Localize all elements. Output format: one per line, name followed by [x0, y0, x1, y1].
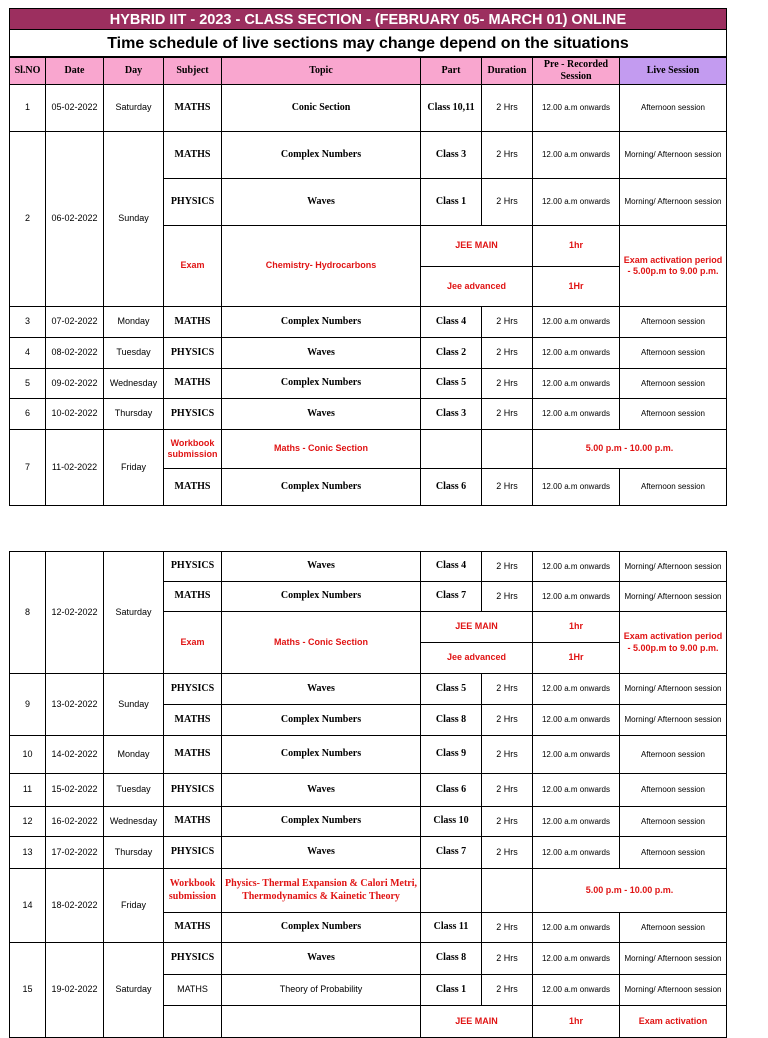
cell-day: Tuesday — [104, 338, 164, 369]
cell-live: Afternoon session — [620, 807, 727, 837]
cell-live: Morning/ Afternoon session — [620, 674, 727, 705]
cell-date: 12-02-2022 — [46, 551, 104, 674]
cell-topic: Maths - Conic Section — [222, 430, 421, 469]
cell-date: 14-02-2022 — [46, 736, 104, 774]
cell-live: Morning/ Afternoon session — [620, 705, 727, 736]
cell-slno: 9 — [9, 674, 46, 736]
cell-duration — [482, 430, 533, 469]
cell-part: Class 8 — [421, 705, 482, 736]
cell-prerecorded: 12.00 a.m onwards — [533, 399, 620, 430]
cell-part — [421, 869, 482, 913]
cell-part: Class 6 — [421, 469, 482, 506]
cell-live: Afternoon session — [620, 399, 727, 430]
cell-subject: PHYSICS — [164, 551, 222, 582]
cell-duration: 2 Hrs — [482, 179, 533, 226]
cell-prerecorded: 1hr — [533, 612, 620, 643]
cell-part: Class 10 — [421, 807, 482, 837]
cell-prerecorded: 12.00 a.m onwards — [533, 774, 620, 807]
cell-subject: PHYSICS — [164, 774, 222, 807]
cell-duration: 2 Hrs — [482, 943, 533, 975]
cell-day: Friday — [104, 869, 164, 943]
cell-slno: 12 — [9, 807, 46, 837]
cell-prerecorded: 12.00 a.m onwards — [533, 736, 620, 774]
cell-topic: Waves — [222, 774, 421, 807]
cell-subject: MATHS — [164, 807, 222, 837]
cell-subject: PHYSICS — [164, 837, 222, 869]
cell-topic: Complex Numbers — [222, 132, 421, 179]
cell-duration: 2 Hrs — [482, 551, 533, 582]
cell-part: Jee advanced — [421, 643, 533, 674]
cell-prerecorded: 12.00 a.m onwards — [533, 837, 620, 869]
cell-prerecorded: 12.00 a.m onwards — [533, 369, 620, 399]
cell-part: Class 9 — [421, 736, 482, 774]
cell-date: 17-02-2022 — [46, 837, 104, 869]
page-title: HYBRID IIT - 2023 - CLASS SECTION - (FEBRUARY 05- MARCH 01) ONLINE — [9, 8, 727, 30]
header-prerecorded: Pre - Recorded Session — [533, 57, 620, 85]
cell-topic: Complex Numbers — [222, 582, 421, 612]
cell-subject: MATHS — [164, 736, 222, 774]
cell-date: 06-02-2022 — [46, 132, 104, 307]
cell-part: JEE MAIN — [421, 612, 533, 643]
header-part: Part — [421, 57, 482, 85]
cell-live: Afternoon session — [620, 469, 727, 506]
cell-duration: 2 Hrs — [482, 307, 533, 338]
cell-date: 13-02-2022 — [46, 674, 104, 736]
cell-subject: MATHS — [164, 469, 222, 506]
cell-prerecorded: 5.00 p.m - 10.00 p.m. — [533, 869, 727, 913]
cell-topic: Complex Numbers — [222, 736, 421, 774]
cell-duration: 2 Hrs — [482, 399, 533, 430]
cell-part: Class 7 — [421, 582, 482, 612]
cell-slno: 3 — [9, 307, 46, 338]
cell-subject: PHYSICS — [164, 179, 222, 226]
cell-prerecorded: 5.00 p.m - 10.00 p.m. — [533, 430, 727, 469]
header-slno: Sl.NO — [9, 57, 46, 85]
cell-duration: 2 Hrs — [482, 338, 533, 369]
cell-live: Exam activation period - 5.00p.m to 9.00 p.m. — [620, 226, 727, 307]
cell-subject: Exam — [164, 226, 222, 307]
cell-topic: Complex Numbers — [222, 705, 421, 736]
cell-live: Exam activation — [620, 1006, 727, 1038]
cell-day: Saturday — [104, 551, 164, 674]
cell-topic: Complex Numbers — [222, 807, 421, 837]
cell-part: JEE MAIN — [421, 226, 533, 267]
cell-live: Morning/ Afternoon session — [620, 943, 727, 975]
cell-duration — [482, 869, 533, 913]
cell-subject: Workbook submission — [164, 869, 222, 913]
cell-prerecorded: 12.00 a.m onwards — [533, 705, 620, 736]
cell-topic: Maths - Conic Section — [222, 612, 421, 674]
cell-part: Class 11 — [421, 913, 482, 943]
cell-slno: 6 — [9, 399, 46, 430]
cell-prerecorded: 12.00 a.m onwards — [533, 132, 620, 179]
cell-subject: Workbook submission — [164, 430, 222, 469]
cell-slno: 2 — [9, 132, 46, 307]
cell-slno: 14 — [9, 869, 46, 943]
cell-date: 16-02-2022 — [46, 807, 104, 837]
cell-part: Class 6 — [421, 774, 482, 807]
cell-subject: MATHS — [164, 975, 222, 1006]
cell-slno: 8 — [9, 551, 46, 674]
cell-duration: 2 Hrs — [482, 582, 533, 612]
cell-date: 11-02-2022 — [46, 430, 104, 506]
header-date: Date — [46, 57, 104, 85]
cell-live: Morning/ Afternoon session — [620, 551, 727, 582]
cell-subject: PHYSICS — [164, 399, 222, 430]
cell-day: Wednesday — [104, 807, 164, 837]
cell-topic: Physics- Thermal Expansion & Calori Metri, Thermodynamics & Kainetic Theory — [222, 869, 421, 913]
cell-slno: 5 — [9, 369, 46, 399]
cell-part: JEE MAIN — [421, 1006, 533, 1038]
cell-prerecorded: 12.00 a.m onwards — [533, 469, 620, 506]
cell-prerecorded: 12.00 a.m onwards — [533, 913, 620, 943]
cell-duration: 2 Hrs — [482, 774, 533, 807]
cell-day: Sunday — [104, 674, 164, 736]
cell-slno: 1 — [9, 85, 46, 132]
header-day: Day — [104, 57, 164, 85]
cell-day: Thursday — [104, 837, 164, 869]
cell-day: Thursday — [104, 399, 164, 430]
cell-subject: MATHS — [164, 132, 222, 179]
cell-prerecorded: 1Hr — [533, 643, 620, 674]
cell-topic — [222, 1006, 421, 1038]
cell-part: Class 10,11 — [421, 85, 482, 132]
cell-part: Class 4 — [421, 551, 482, 582]
header-duration: Duration — [482, 57, 533, 85]
cell-topic: Chemistry- Hydrocarbons — [222, 226, 421, 307]
cell-subject: MATHS — [164, 307, 222, 338]
header-topic: Topic — [222, 57, 421, 85]
cell-subject: MATHS — [164, 369, 222, 399]
cell-date: 07-02-2022 — [46, 307, 104, 338]
cell-live: Afternoon session — [620, 307, 727, 338]
cell-live: Morning/ Afternoon session — [620, 975, 727, 1006]
cell-part — [421, 430, 482, 469]
cell-part: Class 5 — [421, 674, 482, 705]
cell-topic: Complex Numbers — [222, 369, 421, 399]
cell-duration: 2 Hrs — [482, 913, 533, 943]
cell-topic: Waves — [222, 674, 421, 705]
cell-slno: 4 — [9, 338, 46, 369]
cell-duration: 2 Hrs — [482, 975, 533, 1006]
cell-prerecorded: 12.00 a.m onwards — [533, 179, 620, 226]
cell-live: Morning/ Afternoon session — [620, 179, 727, 226]
cell-topic: Waves — [222, 943, 421, 975]
cell-slno: 7 — [9, 430, 46, 506]
cell-date: 05-02-2022 — [46, 85, 104, 132]
cell-prerecorded: 12.00 a.m onwards — [533, 674, 620, 705]
cell-subject: PHYSICS — [164, 674, 222, 705]
cell-prerecorded: 12.00 a.m onwards — [533, 582, 620, 612]
cell-prerecorded: 12.00 a.m onwards — [533, 975, 620, 1006]
cell-day: Sunday — [104, 132, 164, 307]
cell-day: Tuesday — [104, 774, 164, 807]
cell-duration: 2 Hrs — [482, 85, 533, 132]
cell-part: Class 8 — [421, 943, 482, 975]
cell-part: Jee advanced — [421, 267, 533, 307]
cell-prerecorded: 12.00 a.m onwards — [533, 551, 620, 582]
cell-subject: PHYSICS — [164, 338, 222, 369]
cell-topic: Waves — [222, 179, 421, 226]
cell-part: Class 3 — [421, 399, 482, 430]
cell-topic: Theory of Probability — [222, 975, 421, 1006]
cell-day: Wednesday — [104, 369, 164, 399]
cell-duration: 2 Hrs — [482, 369, 533, 399]
cell-day: Friday — [104, 430, 164, 506]
cell-date: 15-02-2022 — [46, 774, 104, 807]
cell-subject: Exam — [164, 612, 222, 674]
cell-day: Saturday — [104, 943, 164, 1038]
cell-part: Class 1 — [421, 179, 482, 226]
cell-live: Morning/ Afternoon session — [620, 582, 727, 612]
cell-prerecorded: 12.00 a.m onwards — [533, 943, 620, 975]
cell-duration: 2 Hrs — [482, 705, 533, 736]
cell-prerecorded: 12.00 a.m onwards — [533, 807, 620, 837]
cell-live: Afternoon session — [620, 338, 727, 369]
cell-part: Class 3 — [421, 132, 482, 179]
cell-prerecorded: 12.00 a.m onwards — [533, 307, 620, 338]
cell-topic: Conic Section — [222, 85, 421, 132]
cell-subject — [164, 1006, 222, 1038]
cell-prerecorded: 1hr — [533, 1006, 620, 1038]
cell-slno: 11 — [9, 774, 46, 807]
cell-live: Exam activation period - 5.00p.m to 9.00 p.m. — [620, 612, 727, 674]
cell-date: 09-02-2022 — [46, 369, 104, 399]
cell-day: Monday — [104, 307, 164, 338]
cell-prerecorded: 1hr — [533, 226, 620, 267]
cell-duration: 2 Hrs — [482, 736, 533, 774]
cell-prerecorded: 12.00 a.m onwards — [533, 338, 620, 369]
cell-part: Class 2 — [421, 338, 482, 369]
cell-live: Afternoon session — [620, 837, 727, 869]
cell-topic: Complex Numbers — [222, 913, 421, 943]
cell-date: 10-02-2022 — [46, 399, 104, 430]
cell-part: Class 7 — [421, 837, 482, 869]
cell-date: 19-02-2022 — [46, 943, 104, 1038]
cell-subject: MATHS — [164, 705, 222, 736]
cell-topic: Complex Numbers — [222, 307, 421, 338]
cell-part: Class 5 — [421, 369, 482, 399]
cell-live: Afternoon session — [620, 369, 727, 399]
cell-subject: MATHS — [164, 582, 222, 612]
cell-day: Saturday — [104, 85, 164, 132]
cell-prerecorded: 1Hr — [533, 267, 620, 307]
cell-day: Monday — [104, 736, 164, 774]
cell-prerecorded: 12.00 a.m onwards — [533, 85, 620, 132]
cell-duration: 2 Hrs — [482, 132, 533, 179]
cell-duration: 2 Hrs — [482, 807, 533, 837]
cell-live: Afternoon session — [620, 913, 727, 943]
schedule-notice: Time schedule of live sections may change depend on the situations — [9, 30, 727, 57]
cell-live: Afternoon session — [620, 774, 727, 807]
cell-topic: Waves — [222, 837, 421, 869]
cell-subject: MATHS — [164, 85, 222, 132]
header-live-session: Live Session — [620, 57, 727, 85]
cell-slno: 15 — [9, 943, 46, 1038]
cell-live: Morning/ Afternoon session — [620, 132, 727, 179]
cell-slno: 13 — [9, 837, 46, 869]
cell-duration: 2 Hrs — [482, 837, 533, 869]
cell-part: Class 4 — [421, 307, 482, 338]
cell-date: 08-02-2022 — [46, 338, 104, 369]
cell-live: Afternoon session — [620, 85, 727, 132]
cell-topic: Waves — [222, 551, 421, 582]
cell-topic: Waves — [222, 338, 421, 369]
cell-subject: MATHS — [164, 913, 222, 943]
cell-subject: PHYSICS — [164, 943, 222, 975]
cell-live: Afternoon session — [620, 736, 727, 774]
cell-topic: Waves — [222, 399, 421, 430]
cell-slno: 10 — [9, 736, 46, 774]
cell-duration: 2 Hrs — [482, 469, 533, 506]
cell-part: Class 1 — [421, 975, 482, 1006]
cell-topic: Complex Numbers — [222, 469, 421, 506]
header-subject: Subject — [164, 57, 222, 85]
cell-duration: 2 Hrs — [482, 674, 533, 705]
cell-date: 18-02-2022 — [46, 869, 104, 943]
